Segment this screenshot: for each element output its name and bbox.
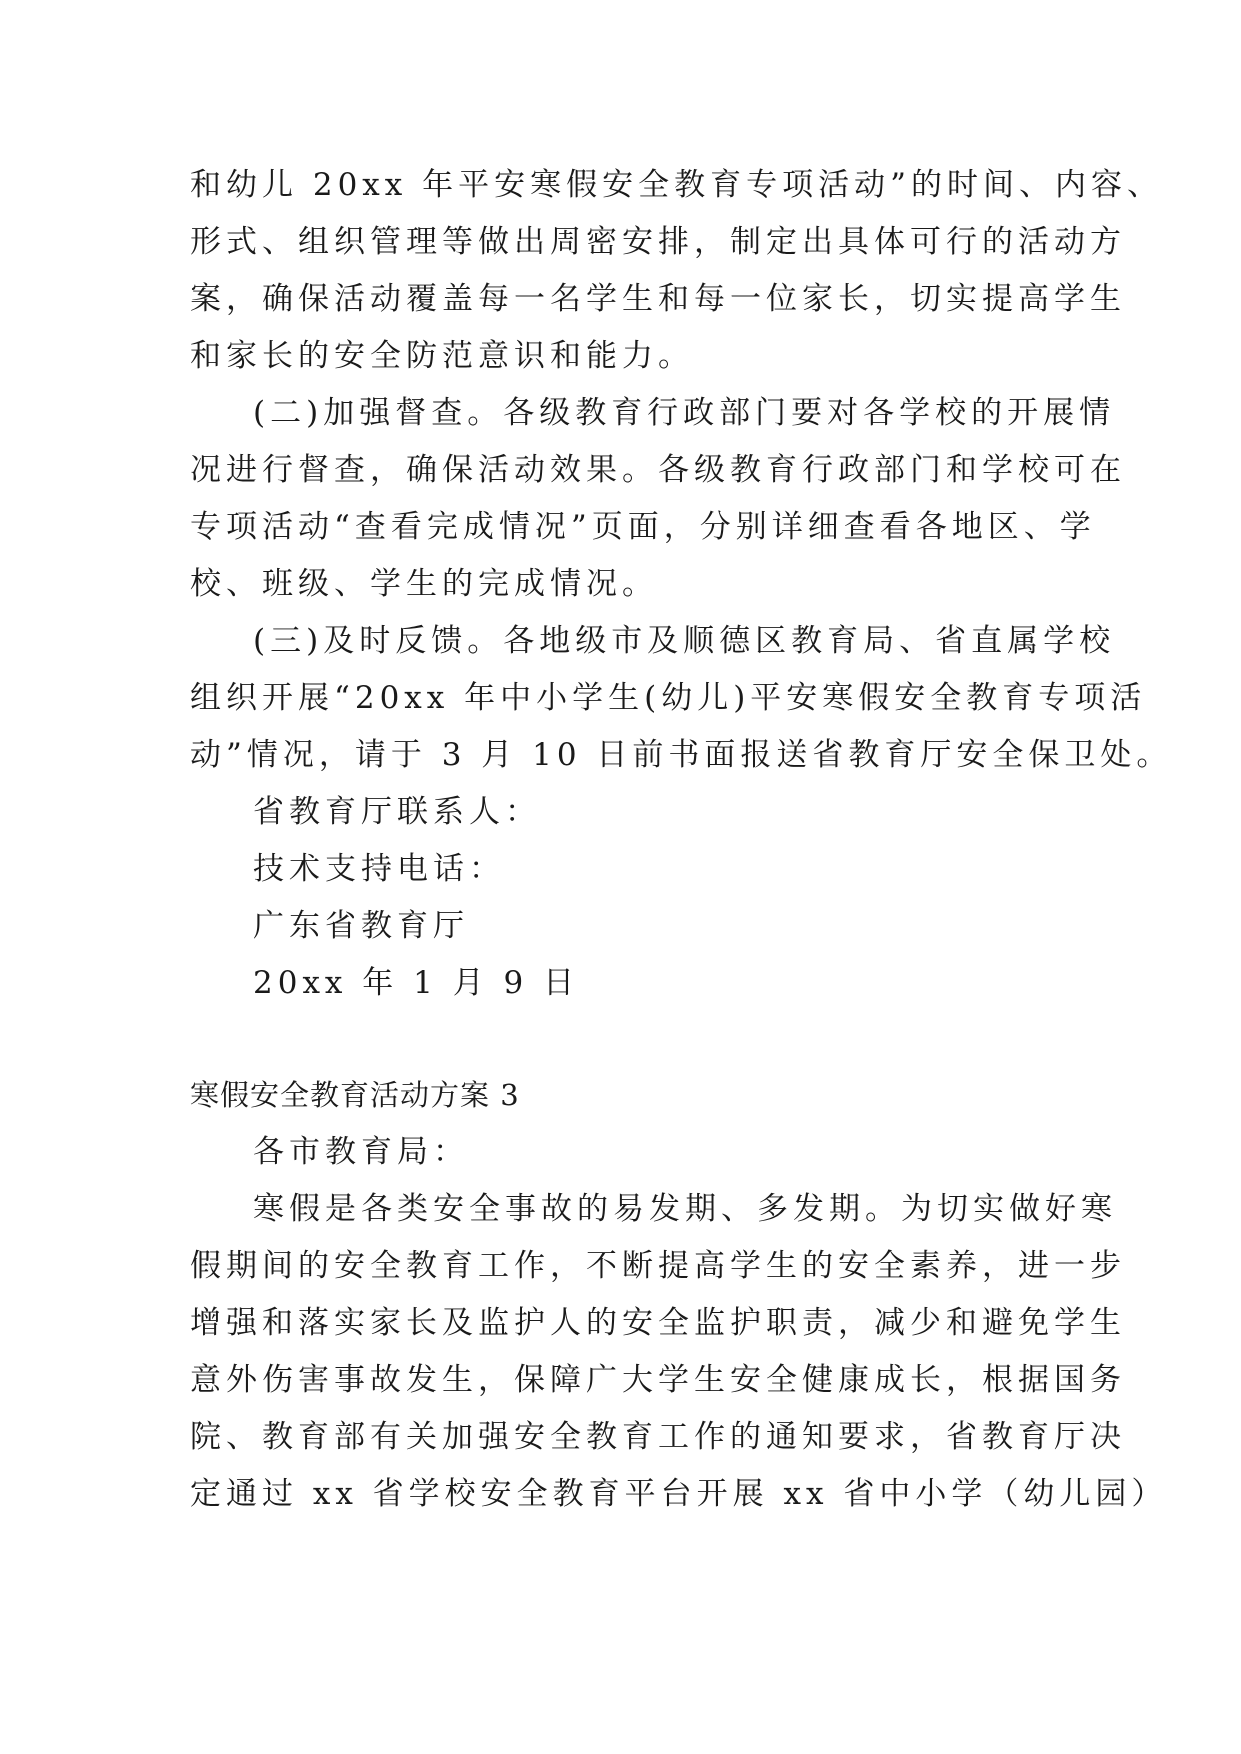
salutation-line: 各市教育局： bbox=[253, 1134, 469, 1170]
paragraph-line: 案，确保活动覆盖每一名学生和每一位家长，切实提高学生 bbox=[190, 281, 1126, 317]
paragraph-line: 假期间的安全教育工作，不断提高学生的安全素养，进一步 bbox=[190, 1248, 1126, 1284]
date-line: 20xx 年 1 月 9 日 bbox=[253, 965, 580, 1001]
paragraph-line: 和家长的安全防范意识和能力。 bbox=[190, 338, 694, 374]
paragraph-line: (三)及时反馈。各地级市及顺德区教育局、省直属学校 bbox=[253, 623, 1116, 659]
contact-line: 省教育厅联系人： bbox=[253, 794, 541, 830]
paragraph-line: 增强和落实家长及监护人的安全监护职责，减少和避免学生 bbox=[190, 1305, 1126, 1341]
paragraph-line: 校、班级、学生的完成情况。 bbox=[190, 566, 658, 602]
phone-line: 技术支持电话： bbox=[253, 851, 505, 887]
paragraph-line: (二)加强督查。各级教育行政部门要对各学校的开展情 bbox=[253, 395, 1116, 431]
paragraph-line: 形式、组织管理等做出周密安排，制定出具体可行的活动方 bbox=[190, 224, 1126, 260]
paragraph-line: 意外伤害事故发生，保障广大学生安全健康成长，根据国务 bbox=[190, 1362, 1126, 1398]
organization-line: 广东省教育厅 bbox=[253, 908, 469, 944]
paragraph-line: 定通过 xx 省学校安全教育平台开展 xx 省中小学（幼儿园） bbox=[190, 1476, 1168, 1512]
section-title: 寒假安全教育活动方案 3 bbox=[190, 1078, 520, 1112]
paragraph-line: 况进行督查，确保活动效果。各级教育行政部门和学校可在 bbox=[190, 452, 1126, 488]
paragraph-line: 组织开展“20xx 年中小学生(幼儿)平安寒假安全教育专项活 bbox=[190, 680, 1147, 716]
paragraph-line: 动”情况，请于 3 月 10 日前书面报送省教育厅安全保卫处。 bbox=[190, 737, 1173, 773]
paragraph-line: 院、教育部有关加强安全教育工作的通知要求，省教育厅决 bbox=[190, 1419, 1126, 1455]
paragraph-line: 和幼儿 20xx 年平安寒假安全教育专项活动”的时间、内容、 bbox=[190, 167, 1163, 203]
paragraph-line: 寒假是各类安全事故的易发期、多发期。为切实做好寒 bbox=[253, 1191, 1117, 1227]
paragraph-line: 专项活动“查看完成情况”页面，分别详细查看各地区、学 bbox=[190, 509, 1096, 545]
